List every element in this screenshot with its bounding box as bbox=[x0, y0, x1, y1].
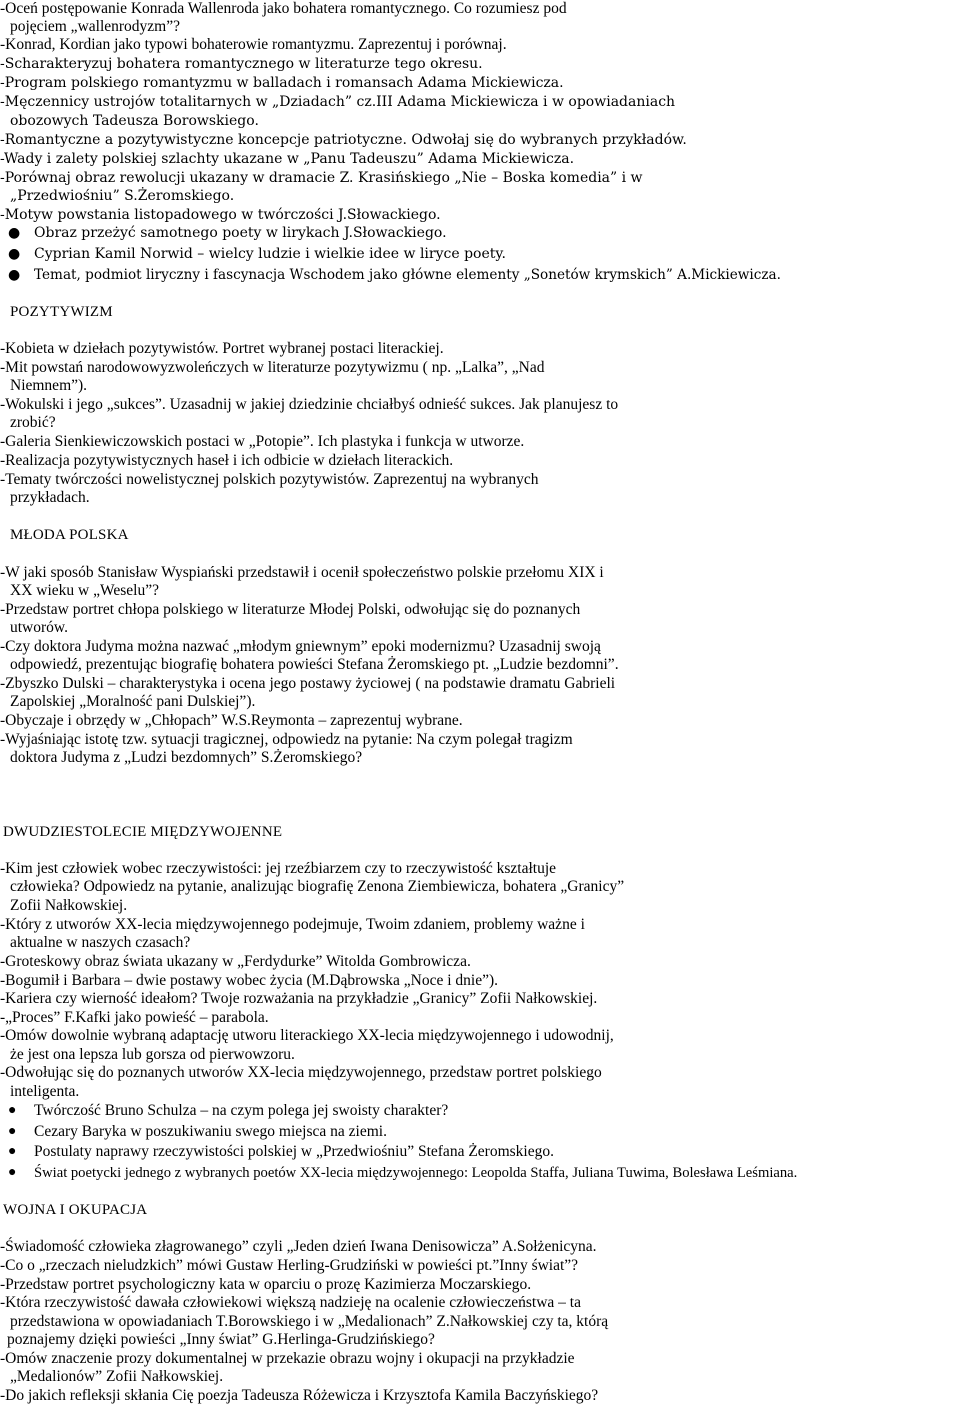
text-line: -Który z utworów XX-lecia międzywojennego podejmuje, Twoim zdaniem, problemy ważne i bbox=[0, 916, 585, 933]
text-line: -Program polskiego romantyzmu w balladach i romansach Adama Mickiewicza. bbox=[0, 75, 564, 91]
text-line: -Która rzeczywistość dawała człowiekowi większą nadzieję na ocalenie człowieczeństwa – ta bbox=[0, 1294, 581, 1311]
text-line: -Kobieta w dziełach pozytywistów. Portret wybranej postaci literackiej. bbox=[0, 340, 444, 357]
text-line: aktualne w naszych czasach? bbox=[10, 934, 191, 951]
text-line: -Męczennicy ustrojów totalitarnych w „Dziadach” cz.III Adama Mickiewicza i w opowiadaniach bbox=[0, 94, 676, 110]
list-item bbox=[0, 1143, 960, 1161]
list-item bbox=[0, 1102, 960, 1120]
text-line: Zapolskiej „Moralność pani Dulskiej”). bbox=[10, 693, 256, 710]
bullet-icon: ● bbox=[8, 1165, 17, 1180]
text-line: XX wieku w „Weselu”? bbox=[10, 582, 159, 599]
list-item bbox=[0, 266, 960, 284]
bullet-icon: ● bbox=[8, 225, 21, 241]
text-line: -Groteskowy obraz świata ukazany w „Ferdydurke” Witolda Gombrowicza. bbox=[0, 953, 471, 970]
text-line: -Porównaj obraz rewolucji ukazany w dramacie Z. Krasińskiego „Nie – Boska komedia” i w bbox=[0, 170, 643, 186]
text-line: -Konrad, Kordian jako typowi bohaterowie romantyzmu. Zaprezentuj i porównaj. bbox=[0, 36, 507, 53]
list-item-text: Cyprian Kamil Norwid – wielcy ludzie i wielkie idee w liryce poety. bbox=[34, 246, 506, 262]
text-line: -Realizacja pozytywistycznych haseł i ich odbicie w dziełach literackich. bbox=[0, 452, 454, 469]
list-item-text: Postulaty naprawy rzeczywistości polskiej w „Przedwiośniu” Stefana Żeromskiego. bbox=[34, 1143, 554, 1160]
bullet-icon: ● bbox=[8, 267, 21, 283]
text-line: -Obyczaje i obrzędy w „Chłopach” W.S.Reymonta – zaprezentuj wybrane. bbox=[0, 712, 463, 729]
text-line: człowieka? Odpowiedz na pytanie, analizując biografię Zenona Ziembiewicza, bohatera „Granicy” bbox=[10, 878, 625, 895]
text-line: Zofii Nałkowskiej. bbox=[10, 897, 128, 914]
text-line: że jest ona lepsza lub gorsza od pierwowzoru. bbox=[10, 1046, 295, 1063]
section-heading: DWUDZIESTOLECIE MIĘDZYWOJENNE bbox=[3, 824, 283, 840]
text-line: Niemnem”). bbox=[10, 377, 88, 394]
section-heading: WOJNA I OKUPACJA bbox=[3, 1202, 148, 1218]
text-line: -Zbyszko Dulski – charakterystyka i ocena jego postawy życiowej ( na podstawie dramatu Gabrieli bbox=[0, 675, 616, 692]
text-line: -Bogumił i Barbara – dwie postawy wobec życia (M.Dąbrowska „Noce i dnie”). bbox=[0, 972, 498, 989]
text-line: doktora Judyma z „Ludzi bezdomnych” S.Żeromskiego? bbox=[10, 749, 363, 766]
text-line: -„Proces” F.Kafki jako powieść – parabola. bbox=[0, 1009, 269, 1026]
text-line: -Omów znaczenie prozy dokumentalnej w przekazie obrazu wojny i okupacji na przykładzie bbox=[0, 1350, 575, 1367]
section-heading: POZYTYWIZM bbox=[10, 304, 113, 320]
list-item-text: Świat poetycki jednego z wybranych poetów XX-lecia międzywojennego: Leopolda Staffa, Juliana Tuwima, Bolesława Leśmiana. bbox=[34, 1165, 798, 1181]
bullet-icon: ● bbox=[8, 246, 21, 262]
section-heading: MŁODA POLSKA bbox=[10, 527, 129, 543]
text-line: „Przedwiośniu” S.Żeromskiego. bbox=[10, 188, 235, 204]
list-item bbox=[0, 1123, 960, 1141]
list-item bbox=[0, 245, 960, 263]
text-line: poznajemy dzięki powieści „Inny świat” G.Herlinga-Grudzińskiego? bbox=[7, 1331, 435, 1348]
list-item bbox=[0, 224, 960, 242]
list-item-text: Temat, podmiot liryczny i fascynacja Wschodem jako główne elementy „Sonetów krymskich” A.Mickiewicza. bbox=[34, 267, 781, 283]
text-line: utworów. bbox=[10, 619, 68, 636]
text-line: -Motyw powstania listopadowego w twórczości J.Słowackiego. bbox=[0, 207, 441, 223]
text-line: -Do jakich refleksji skłania Cię poezja Tadeusza Różewicza i Krzysztofa Kamila Baczyńskiego? bbox=[0, 1387, 599, 1404]
text-line: -Wokulski i jego „sukces”. Uzasadnij w jakiej dziedzinie chciałbyś odnieść sukces. Jak planujesz to bbox=[0, 396, 619, 413]
text-line: -Wady i zalety polskiej szlachty ukazane w „Panu Tadeuszu” Adama Mickiewicza. bbox=[0, 151, 575, 167]
text-line: -Kim jest człowiek wobec rzeczywistości: jej rzeźbiarzem czy to rzeczywistość kształtuje bbox=[0, 860, 557, 877]
text-line: -Mit powstań narodowowyzwoleńczych w literaturze pozytywizmu ( np. „Lalka”, „Nad bbox=[0, 359, 545, 376]
text-line: -Odwołując się do poznanych utworów XX-lecia międzywojennego, przedstaw portret polskiego bbox=[0, 1064, 602, 1081]
text-line: -Romantyczne a pozytywistyczne koncepcje patriotyczne. Odwołaj się do wybranych przykładów. bbox=[0, 132, 687, 148]
text-line: przedstawiona w opowiadaniach T.Borowskiego i w „Medalionach” Z.Nałkowskiej czy ta, którą bbox=[10, 1313, 609, 1330]
text-line: -Kariera czy wierność ideałom? Twoje rozważania na przykładzie „Granicy” Zofii Nałkowskiej. bbox=[0, 990, 598, 1007]
text-line: przykładach. bbox=[10, 489, 90, 506]
text-line: -Świadomość człowieka złagrowanego” czyli „Jeden dzień Iwana Denisowicza” A.Sołżenicyna. bbox=[0, 1238, 597, 1255]
bullet-icon: ● bbox=[8, 1124, 17, 1139]
list-item-text: Obraz przeżyć samotnego poety w lirykach J.Słowackiego. bbox=[34, 225, 447, 241]
text-line: -Czy doktora Judyma można nazwać „młodym gniewnym” epoki modernizmu? Uzasadnij swoją bbox=[0, 638, 601, 655]
text-line: -Przedstaw portret chłopa polskiego w literaturze Młodej Polski, odwołując się do poznanych bbox=[0, 601, 581, 618]
bullet-icon: ● bbox=[8, 1144, 17, 1159]
text-line: -Przedstaw portret psychologiczny kata w oparciu o prozę Kazimierza Moczarskiego. bbox=[0, 1276, 532, 1293]
text-line: -Omów dowolnie wybraną adaptację utworu literackiego XX-lecia międzywojennego i udowodnij, bbox=[0, 1027, 614, 1044]
text-line: odpowiedź, prezentując biografię bohatera powieści Stefana Żeromskiego pt. „Ludzie bezdomni”. bbox=[10, 656, 619, 673]
bullet-icon: ● bbox=[8, 1103, 17, 1118]
list-item-text: Twórczość Bruno Schulza – na czym polega jej swoisty charakter? bbox=[34, 1102, 449, 1119]
text-line: -Co o „rzeczach nieludzkich” mówi Gustaw Herling-Grudziński w powieści pt.”Inny świat”? bbox=[0, 1257, 579, 1274]
text-line: obozowych Tadeusza Borowskiego. bbox=[10, 113, 259, 129]
text-line: -W jaki sposób Stanisław Wyspiański przedstawił i ocenił społeczeństwo polskie przełomu XIX i bbox=[0, 564, 604, 581]
list-item-text: Cezary Baryka w poszukiwaniu swego miejsca na ziemi. bbox=[34, 1123, 387, 1140]
text-line: inteligenta. bbox=[10, 1083, 80, 1100]
text-line: -Oceń postępowanie Konrada Wallenroda jako bohatera romantycznego. Co rozumiesz pod bbox=[0, 0, 567, 17]
text-line: -Galeria Sienkiewiczowskich postaci w „Potopie”. Ich plastyka i funkcja w utworze. bbox=[0, 433, 525, 450]
list-item bbox=[0, 1164, 960, 1182]
text-line: -Scharakteryzuj bohatera romantycznego w literaturze tego okresu. bbox=[0, 56, 483, 72]
text-line: -Wyjaśniając istotę tzw. sytuacji tragicznej, odpowiedz na pytanie: Na czym polegał tragizm bbox=[0, 731, 573, 748]
text-line: „Medalionów” Zofii Nałkowskiej. bbox=[10, 1368, 224, 1385]
text-line: -Tematy twórczości nowelistycznej polskich pozytywistów. Zaprezentuj na wybranych bbox=[0, 471, 539, 488]
text-line: zrobić? bbox=[10, 414, 56, 431]
text-line: pojęciem „wallenrodyzm”? bbox=[10, 18, 180, 35]
